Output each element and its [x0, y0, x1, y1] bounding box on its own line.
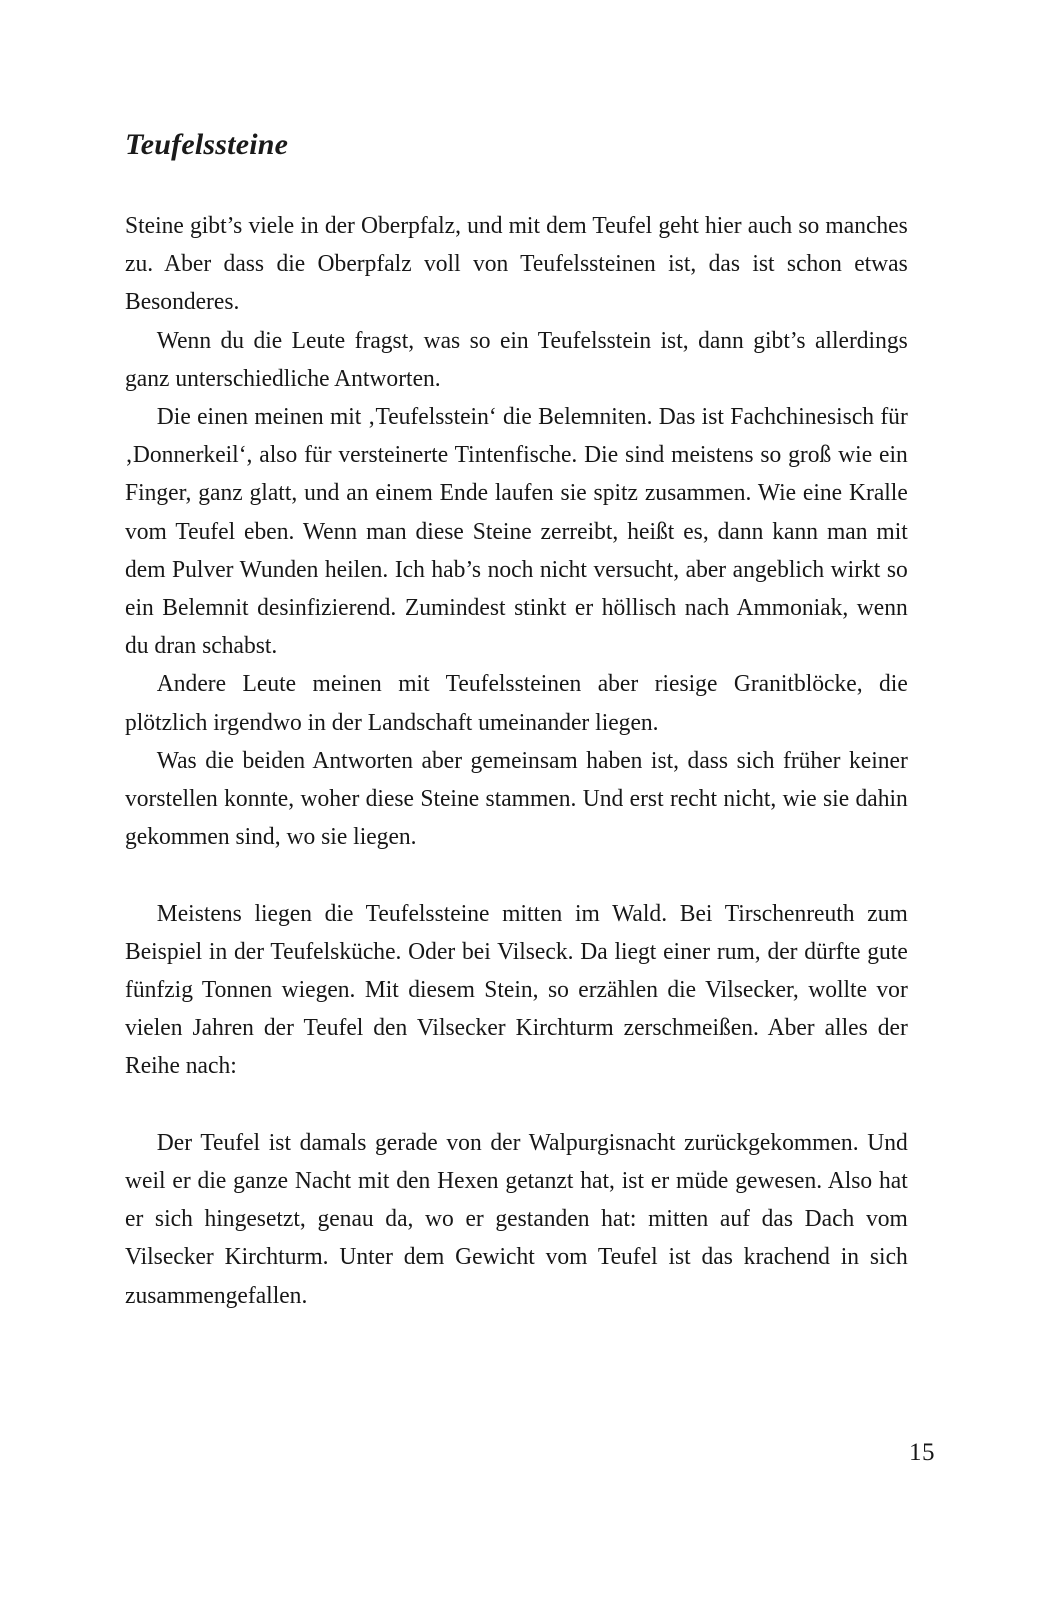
page-title: Teufelssteine — [125, 128, 289, 161]
page-content — [125, 128, 908, 1315]
paragraph: Die einen meinen mit ‚Teufelsstein‘ die Belemniten. Das ist Fachchinesisch für ‚Donnerkeil‘, also für versteinerte Tintenfische. Die sind meistens so groß wie ein Finger, ganz glatt, und an einem Ende laufen sie spitz zusammen. Wie eine Kralle vom Teufel eben. Wenn man diese Steine zerreibt, heißt es, dann kann man mit dem Pulver Wunden heilen. Ich hab’s noch nicht versucht, aber angeblich wirkt so ein Belemnit desinfizierend. Zumindest stinkt er höllisch nach Ammoniak, wenn du dran schabst. — [125, 403, 908, 660]
paragraph: Meistens liegen die Teufelssteine mitten im Wald. Bei Tirschenreuth zum Beispiel in der Teufelsküche. Oder bei Vilseck. Da liegt einer rum, der dürfte gute fünfzig Tonnen wiegen. Mit diesem Stein, so erzählen die Vilsecker, wollte vor vielen Jahren der Teufel den Vilsecker Kirchturm zerschmeißen. Aber alles der Reihe nach: — [125, 899, 908, 1080]
paragraph: Andere Leute meinen mit Teufelssteinen aber riesige Granitblöcke, die plötzlich irgendwo in der Landschaft umeinander liegen. — [125, 670, 908, 736]
paragraph: Wenn du die Leute fragst, was so ein Teufelsstein ist, dann gibt’s allerdings ganz unterschiedliche Antworten. — [125, 326, 908, 392]
paragraph: Der Teufel ist damals gerade von der Walpurgisnacht zurückgekommen. Und weil er die ganze Nacht mit den Hexen getanzt hat, ist er müde gewesen. Also hat er sich hingesetzt, genau da, wo er gestanden hat: mitten auf das Dach vom Vilsecker Kirchturm. Unter dem Gewicht vom Teufel ist das krachend in sich zusammengefallen. — [125, 1128, 908, 1309]
paragraph: Was die beiden Antworten aber gemeinsam haben ist, dass sich früher keiner vorstellen konnte, woher diese Steine stammen. Und erst recht nicht, wie sie dahin gekommen sind, wo sie liegen. — [125, 746, 908, 851]
paragraph: Steine gibt’s viele in der Oberpfalz, und mit dem Teufel geht hier auch so manches zu. Aber dass die Oberpfalz voll von Teufelssteinen ist, das ist schon etwas Besonderes. — [125, 212, 908, 316]
page-number: 15 — [909, 1439, 935, 1466]
body-text-block — [125, 207, 908, 1315]
